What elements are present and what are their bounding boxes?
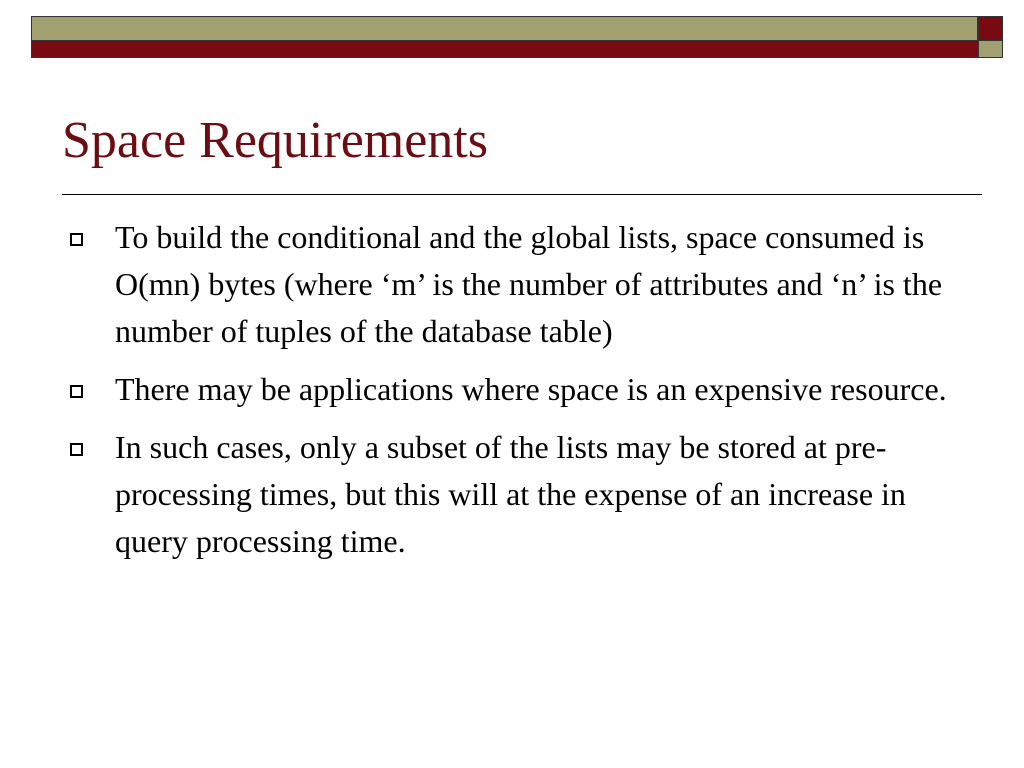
header-square-maroon [978,16,1003,41]
hollow-square-bullet-icon [70,443,83,456]
hollow-square-bullet-icon [70,385,83,398]
header-bar-olive [31,16,978,41]
bullet-text: There may be applications where space is an expensive resource. [115,371,947,407]
bullet-item [62,424,972,565]
bullet-list [62,214,972,576]
header-square-olive [978,41,1003,58]
slide-title: Space Requirements [62,112,488,169]
bullet-item [62,214,972,355]
hollow-square-bullet-icon [70,233,83,246]
bullet-text: In such cases, only a subset of the lists may be stored at pre-processing times, but this will at the expense of an increase in query processing time. [115,429,906,559]
bullet-text: To build the conditional and the global lists, space consumed is O(mn) bytes (where ‘m’ is the number of attributes and ‘n’ is the number of tuples of the database table) [115,219,943,349]
title-divider [62,194,982,195]
header-bar-maroon [31,41,978,58]
bullet-item [62,366,972,413]
